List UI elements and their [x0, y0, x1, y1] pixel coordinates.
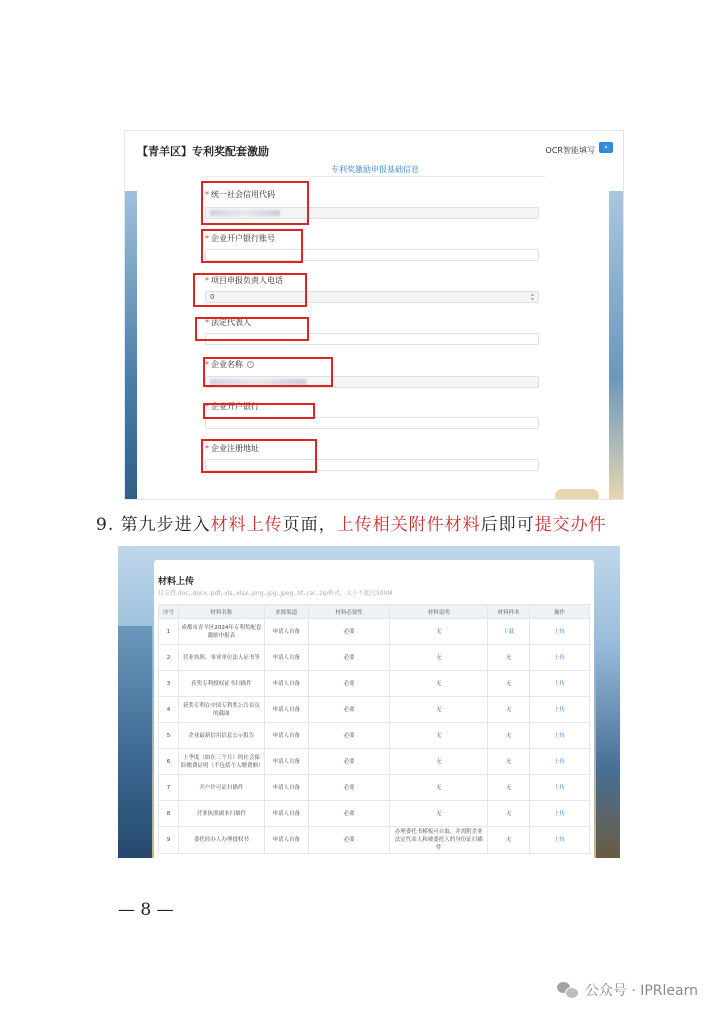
- table-cell: 必要: [308, 801, 390, 827]
- column-header: 材料必要性: [308, 605, 390, 619]
- step-caption: 9. 第九步进入材料上传页面，上传相关附件材料后即可提交办件: [96, 515, 607, 535]
- table-cell: 必要: [308, 827, 390, 854]
- table-cell: 委托经办人办理授权书: [178, 827, 264, 854]
- table-row: [159, 749, 590, 775]
- upload-screenshot: [118, 546, 620, 858]
- highlight-box: [203, 357, 333, 387]
- table-cell: 无: [390, 775, 488, 801]
- table-cell: 申请人自备: [264, 619, 308, 645]
- form-section-title: 专利奖激励申报基础信息: [331, 165, 419, 174]
- watermark-text: 公众号 · IPRlearn: [584, 983, 698, 999]
- upload-link[interactable]: 上传: [530, 697, 590, 723]
- table-cell: 无: [488, 801, 530, 827]
- table-cell: 开户许可证扫描件: [178, 775, 264, 801]
- upload-format-note: 仅支持.doc,.docx,.pdf,.xls,.xlsx,.png,.jpg,.jpeg,.bf,.rar,.zip格式，大小不超过500M: [158, 590, 393, 597]
- table-cell: 无: [488, 671, 530, 697]
- company-name-label: * 企业名称 i: [205, 359, 254, 370]
- table-cell: 申请人自备: [264, 671, 308, 697]
- city-background-left: [118, 626, 152, 858]
- city-background-right: [596, 636, 620, 858]
- info-icon[interactable]: i: [247, 361, 254, 368]
- column-header: 序号: [159, 605, 179, 619]
- table-cell: 必要: [308, 775, 390, 801]
- upload-link[interactable]: 上传: [530, 723, 590, 749]
- table-cell: 申请人自备: [264, 775, 308, 801]
- table-row: [159, 697, 590, 723]
- table-cell: 6: [159, 749, 179, 775]
- wechat-icon: [557, 981, 579, 999]
- table-cell: 申请人自备: [264, 801, 308, 827]
- table-cell: 营业执照、事业单位法人证书等: [178, 645, 264, 671]
- table-cell: 申请人自备: [264, 723, 308, 749]
- upload-link[interactable]: 上传: [530, 775, 590, 801]
- table-row: [159, 671, 590, 697]
- table-cell: 必要: [308, 723, 390, 749]
- upload-link[interactable]: 上传: [530, 749, 590, 775]
- contact-phone-label: * 项目申报负责人电话: [205, 276, 283, 285]
- highlight-box: [201, 439, 317, 473]
- table-cell: 无: [488, 723, 530, 749]
- camera-icon[interactable]: [599, 142, 613, 153]
- table-cell: 无: [390, 671, 488, 697]
- divider: [205, 176, 545, 177]
- credit-code-label: * 统一社会信用代码: [205, 190, 275, 199]
- table-cell: 2: [159, 645, 179, 671]
- city-background-right: [609, 191, 623, 500]
- table-cell: 无: [488, 697, 530, 723]
- materials-table: [158, 604, 590, 854]
- form-header: [133, 137, 617, 163]
- table-cell: 获奖专利在中国专利奖公告首页的截图: [178, 697, 264, 723]
- table-cell: 必要: [308, 749, 390, 775]
- table-cell: 无: [390, 801, 488, 827]
- bank-name-label: * 企业开户银行: [205, 402, 259, 411]
- table-cell: 1: [159, 619, 179, 645]
- table-cell: 3: [159, 671, 179, 697]
- highlight-box: [195, 317, 309, 341]
- table-cell: 4: [159, 697, 179, 723]
- column-header: 材料说明: [390, 605, 488, 619]
- upload-panel: [154, 560, 594, 858]
- bank-account-label: * 企业开户银行账号: [205, 234, 275, 243]
- column-header: 操作: [530, 605, 590, 619]
- highlight-box: [201, 229, 303, 263]
- highlight-box: [203, 403, 315, 419]
- table-cell: 7: [159, 775, 179, 801]
- download-link[interactable]: 下载: [488, 619, 530, 645]
- registered-address-label: * 企业注册地址: [205, 444, 259, 453]
- table-cell: 无: [488, 645, 530, 671]
- upload-link[interactable]: 上传: [530, 671, 590, 697]
- table-cell: 无: [390, 619, 488, 645]
- table-cell: 申请人自备: [264, 827, 308, 854]
- table-cell: 获奖专利授权证书扫描件: [178, 671, 264, 697]
- table-cell: 营业执照副本扫描件: [178, 801, 264, 827]
- table-cell: 无: [488, 775, 530, 801]
- table-cell: 无: [488, 827, 530, 854]
- ocr-fill-link[interactable]: OCR智能填写: [545, 146, 595, 155]
- table-cell: 办理委托书模板可自取，并需附企业法定代表人和被委托人的身份证扫描件: [390, 827, 488, 854]
- column-header: 来源渠道: [264, 605, 308, 619]
- watermark: [557, 980, 698, 1000]
- table-row: [159, 827, 590, 854]
- table-cell: 无: [390, 749, 488, 775]
- upload-link[interactable]: 上传: [530, 801, 590, 827]
- column-header: 材料样本: [488, 605, 530, 619]
- page-number: — 8 —: [118, 900, 174, 920]
- table-cell: 申请人自备: [264, 697, 308, 723]
- upload-link[interactable]: 上传: [530, 619, 590, 645]
- table-cell: 企业最新信用信息公示报告: [178, 723, 264, 749]
- stepper-icon[interactable]: ▴ ▾: [530, 291, 534, 303]
- table-cell: 无: [488, 749, 530, 775]
- highlight-box: [201, 181, 309, 225]
- table-cell: 必要: [308, 671, 390, 697]
- table-row: [159, 723, 590, 749]
- table-cell: 8: [159, 801, 179, 827]
- highlight-box: [193, 273, 307, 307]
- table-cell: 无: [390, 645, 488, 671]
- table-cell: 必要: [308, 645, 390, 671]
- table-cell: 5: [159, 723, 179, 749]
- table-cell: 无: [390, 697, 488, 723]
- form-screenshot: [124, 130, 624, 500]
- table-row: [159, 645, 590, 671]
- upload-title: 材料上传: [158, 577, 195, 587]
- table-cell: 无: [390, 723, 488, 749]
- contact-phone-input[interactable]: 0 ▴ ▾: [205, 291, 539, 303]
- column-header: 材料名称: [178, 605, 264, 619]
- table-cell: 成都市青羊区2024年专利奖配套激励申报表: [178, 619, 264, 645]
- upload-link[interactable]: 上传: [530, 827, 590, 854]
- table-cell: 上季度（如在三个月）的社会保险缴费证明（不包括个人缴费额）: [178, 749, 264, 775]
- city-background-left: [125, 191, 137, 500]
- legal-rep-label: * 法定代表人: [205, 318, 251, 327]
- table-row: [159, 801, 590, 827]
- next-button[interactable]: [555, 489, 599, 500]
- table-row: [159, 775, 590, 801]
- table-cell: 必要: [308, 697, 390, 723]
- table-cell: 申请人自备: [264, 645, 308, 671]
- form-title: 【青羊区】专利奖配套激励: [137, 145, 269, 158]
- table-header: [159, 605, 590, 619]
- table-cell: 申请人自备: [264, 749, 308, 775]
- table-cell: 必要: [308, 619, 390, 645]
- upload-link[interactable]: 上传: [530, 645, 590, 671]
- table-row: [159, 619, 590, 645]
- table-cell: 9: [159, 827, 179, 854]
